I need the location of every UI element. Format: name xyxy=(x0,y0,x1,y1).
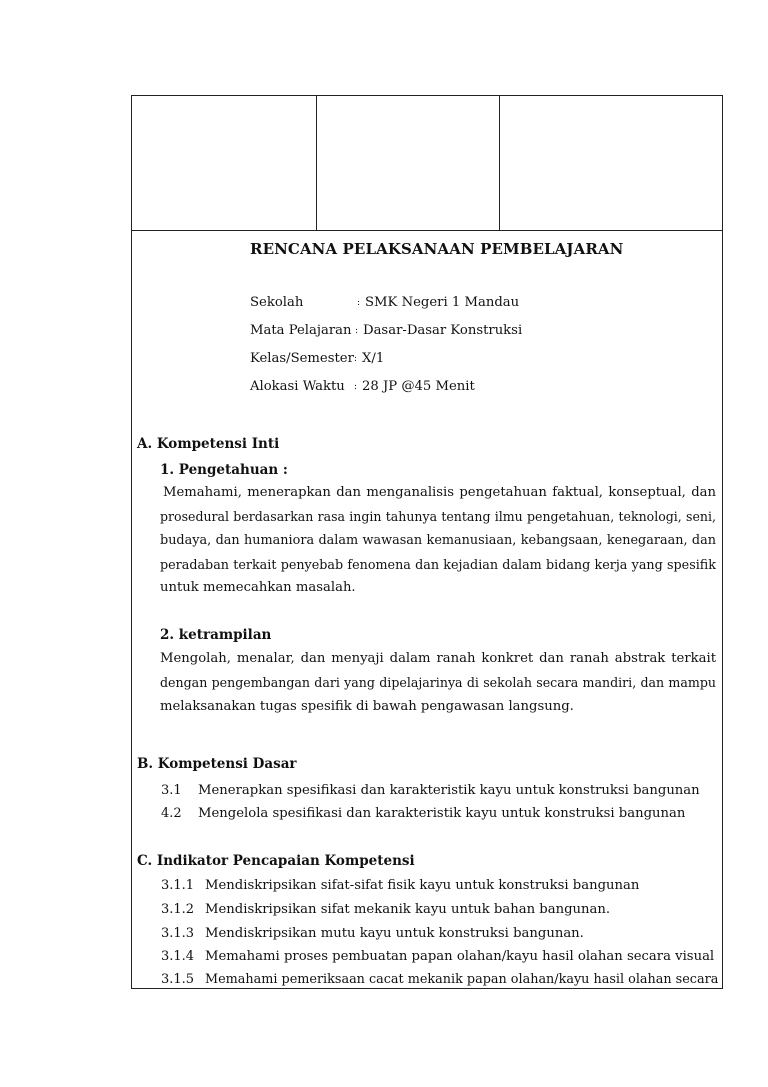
identity-label: Alokasi Waktu xyxy=(250,379,345,394)
header-cell-1 xyxy=(132,96,317,230)
header-cell-2 xyxy=(316,96,500,230)
indicator-text: Mendiskripsikan sifat mekanik kayu untuk bahan bangunan. xyxy=(205,902,611,917)
ketrampilan-heading: 2. ketrampilan xyxy=(160,627,272,643)
indicator-text: Memahami proses pembuatan papan olahan/kayu hasil olahan secara visual xyxy=(205,949,715,964)
kd-text: Menerapkan spesifikasi dan karakteristik kayu untuk konstruksi bangunan xyxy=(198,783,700,798)
identity-value: SMK Negeri 1 Mandau xyxy=(365,295,520,310)
paragraph-line: Memahami, menerapkan dan menganalisis pengetahuan faktual, konseptual, dan xyxy=(163,485,716,500)
indicator-number: 3.1.1 xyxy=(161,878,195,893)
section-b-heading: B. Kompetensi Dasar xyxy=(137,756,297,772)
indicator-text: Memahami pemeriksaan cacat mekanik papan olahan/kayu hasil olahan secara xyxy=(205,972,719,987)
paragraph-line: melaksanakan tugas spesifik di bawah pengawasan langsung. xyxy=(160,699,574,714)
identity-label: Sekolah xyxy=(250,295,304,310)
identity-value: 28 JP @45 Menit xyxy=(362,379,475,394)
paragraph-line: peradaban terkait penyebab fenomena dan kejadian dalam bidang kerja yang spesifik xyxy=(160,557,716,572)
indicator-number: 3.1.2 xyxy=(161,902,195,917)
identity-value: X/1 xyxy=(362,351,385,366)
identity-label: Mata Pelajaran xyxy=(250,323,352,338)
paragraph-line: prosedural berdasarkan rasa ingin tahunya tentang ilmu pengetahuan, teknologi, seni, xyxy=(160,509,716,524)
paragraph-line: Mengolah, menalar, dan menyaji dalam ranah konkret dan ranah abstrak terkait xyxy=(160,651,716,666)
header-table-row xyxy=(132,96,722,231)
identity-value: Dasar-Dasar Konstruksi xyxy=(363,323,523,338)
identity-separator: : xyxy=(355,326,359,336)
section-a-heading: A. Kompetensi Inti xyxy=(137,436,280,452)
paragraph-line: budaya, dan humaniora dalam wawasan kemanusiaan, kebangsaan, kenegaraan, dan xyxy=(160,533,716,548)
kd-number: 4.2 xyxy=(161,806,182,821)
paragraph-line: dengan pengembangan dari yang dipelajarinya di sekolah secara mandiri, dan mampu xyxy=(160,675,716,690)
identity-separator: : xyxy=(354,382,358,392)
indicator-number: 3.1.3 xyxy=(161,926,195,941)
identity-separator: : xyxy=(357,298,361,308)
identity-separator: : xyxy=(354,354,358,364)
section-c-heading: C. Indikator Pencapaian Kompetensi xyxy=(137,853,415,869)
document-title: RENCANA PELAKSANAAN PEMBELAJARAN xyxy=(250,240,624,258)
indicator-text: Mendiskripsikan mutu kayu untuk konstruksi bangunan. xyxy=(205,926,584,941)
pengetahuan-heading: 1. Pengetahuan : xyxy=(160,462,288,478)
indicator-number: 3.1.5 xyxy=(161,972,195,987)
identity-label: Kelas/Semester xyxy=(250,351,354,366)
indicator-number: 3.1.4 xyxy=(161,949,195,964)
kd-number: 3.1 xyxy=(161,783,182,798)
indicator-text: Mendiskripsikan sifat-sifat fisik kayu untuk konstruksi bangunan xyxy=(205,878,640,893)
kd-text: Mengelola spesifikasi dan karakteristik kayu untuk konstruksi bangunan xyxy=(198,806,686,821)
paragraph-line: untuk memecahkan masalah. xyxy=(160,580,356,595)
